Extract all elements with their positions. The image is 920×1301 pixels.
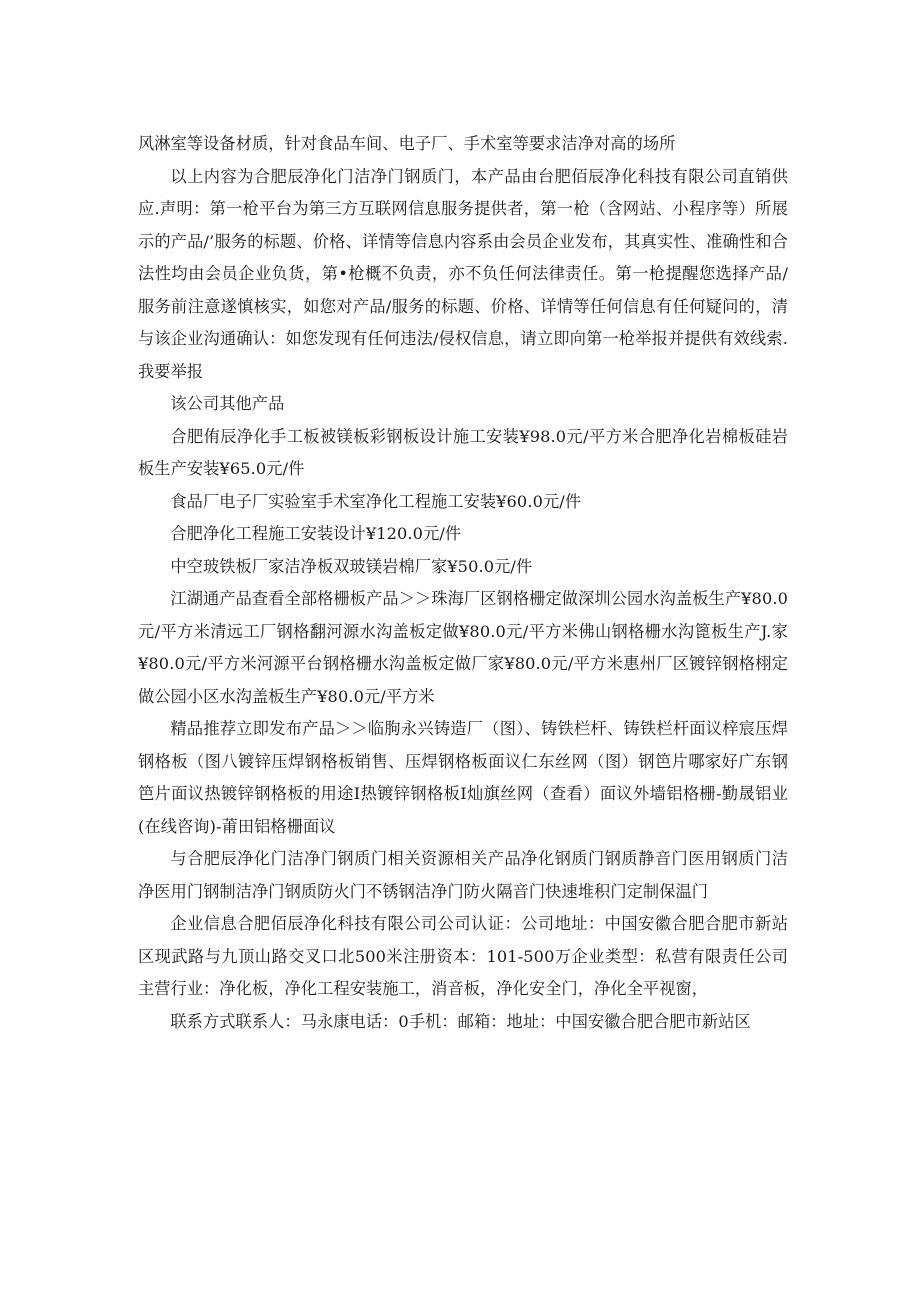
paragraph-materials: 风淋室等设备材质，针对食品车间、电子厂、手术室等要求洁净对高的场所 (138, 134, 676, 153)
paragraph-jianghu-products: 江湖通产品查看全部格栅板产品＞＞珠海厂区钢格栅定做深圳公园水沟盖板生产¥80.0元/平方米清远工厂钢格翻河源水沟盖板定做¥80.0元/平方米佛山钢格栅水沟篦板生产J.家¥80.0元/平方米河源平台钢格栅水沟盖板定做厂家¥80.0元/平方米惠州厂区镀锌钢格栩定做公园小区水沟盖板生产¥80.0元/平方米 (138, 589, 788, 706)
paragraph-disclaimer: 以上内容为合肥辰净化门洁净门钢质门，本产品由台肥佰辰净化科技有限公司直销供应.声明：第一枪平台为第三方互联网信息服务提供者，第一枪（含网站、小程序等）所展示的产品/’服务的标题、价格、详情等信息内容系由会员企业发布，其真实性、准确性和合法性均由会员企业负货，第•枪概不负责，亦不负任何法律责任。第一枪提醒您选择产品/服务前注意遂慎核实，如您对产品/服务的标题、价格、详情等任何信息有任何疑问的，清与该企业沟通确认：如您发现有任何违法/侵权信息，请立即向第一枪举报并提供有效线索.我要举报 (138, 166, 788, 381)
paragraph-featured-products: 精品推荐立即发布产品＞＞临朐永兴铸造厂（图）、铸铁栏杆、铸铁栏杆面议梓宸压焊钢格板（图八镀锌压焊钢格板销售、压焊钢格板面议仁东丝网（图）钢笆片哪家好广东钢笆片面议热镀锌钢格板的用途I热镀锌钢格板I灿旗丝网（查看）面议外墙铝格栅-勤晟铝业(在线咨询)-莆田铝格栅面议 (138, 719, 788, 836)
document-body (138, 128, 788, 1038)
paragraph-product-2: 食品厂电子厂实验室手术室净化工程施工安装¥60.0元/件 (170, 491, 582, 511)
paragraph-product-3: 合肥净化工程施工安装设计¥120.0元/件 (170, 524, 462, 543)
paragraph-product-4: 中空玻铁板厂家洁净板双玻镁岩棉厂家¥50.0元/件 (170, 556, 533, 576)
paragraph-related-resources: 与合肥辰净化门洁净门钢质门相关资源相关产品净化钢质门钢质静音门医用钢质门洁净医用门钢制洁净门钢质防火门不锈钢洁净门防火隔音门快速堆积门定制保温门 (138, 849, 788, 901)
heading-other-products: 该公司其他产品 (170, 394, 285, 413)
paragraph-company-info: 企业信息合肥佰辰净化科技有限公司公司认证：公司地址：中国安徽合肥合肥市新站区现武路与九顶山路交叉口北500米注册资本：101-500万企业类型：私营有限责任公司主营行业：净化板，净化工程安装施工，消音板，净化安全门，净化全平视窗， (138, 914, 788, 998)
paragraph-product-1: 合肥侑辰净化手工板被镁板彩钢板设计施工安装¥98.0元/平方米合肥净化岩棉板硅岩板生产安装¥65.0元/件 (138, 426, 788, 478)
paragraph-contact-info: 联系方式联系人：马永康电话：0手机：邮箱：地址：中国安徽合肥合肥市新站区 (170, 1011, 751, 1031)
